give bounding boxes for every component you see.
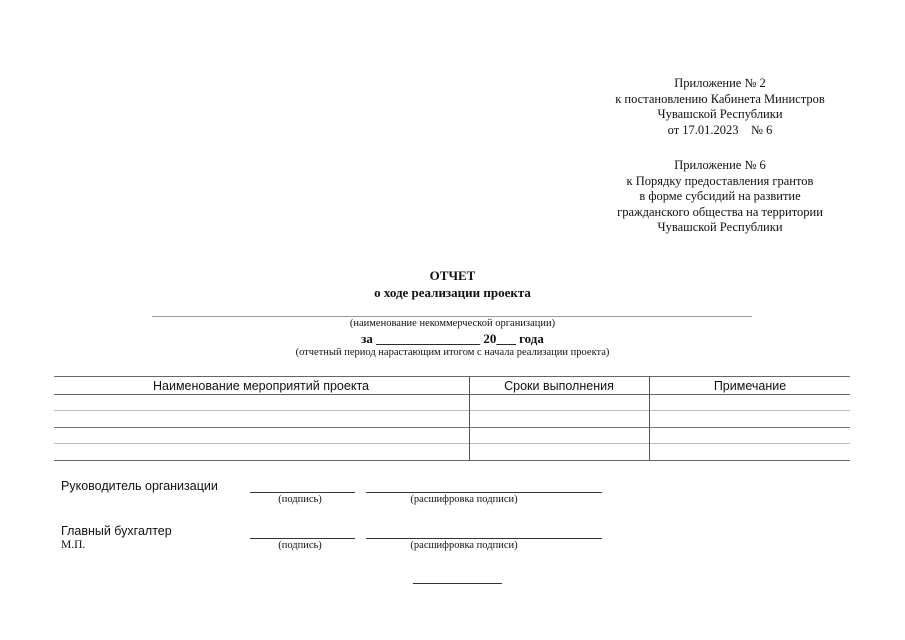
accountant-signature-caption: (подпись) [278, 540, 322, 551]
column-header-notes: Примечание [713, 379, 787, 393]
head-of-organization-label: Руководитель организации [61, 479, 218, 493]
appendix-6-line: Приложение № 6 [674, 158, 766, 172]
head-signature-decoding-line[interactable] [366, 492, 602, 493]
appendix-2-line: к постановлению Кабинета Министров [615, 91, 825, 106]
organization-caption: (наименование некоммерческой организации) [349, 318, 556, 329]
stamp-label: М.П. [61, 539, 86, 551]
table-column-divider [469, 376, 470, 461]
accountant-signature-line[interactable] [250, 538, 355, 539]
appendix-2-line: Чувашской Республики [657, 107, 783, 121]
chief-accountant-label: Главный бухгалтер [61, 524, 172, 538]
organization-name-line[interactable] [152, 316, 752, 317]
head-signature-line[interactable] [250, 492, 355, 493]
column-header-deadlines: Сроки выполнения [504, 379, 614, 393]
table-column-divider [649, 376, 650, 461]
table-header-divider [54, 394, 850, 395]
reporting-period-caption: (отчетный период нарастающим итогом с начала реализации проекта) [295, 347, 610, 358]
report-subtitle: о ходе реализации проекта [374, 285, 531, 300]
appendix-6-block [600, 158, 840, 236]
appendix-6-line: Чувашской Республики [657, 220, 783, 234]
footer-separator [413, 583, 502, 584]
appendix-6-line: в форме субсидий на развитие [639, 189, 801, 203]
table-row[interactable] [54, 427, 850, 428]
column-header-events: Наименование мероприятий проекта [153, 379, 369, 393]
head-decoding-caption: (расшифровка подписи) [410, 494, 518, 505]
accountant-signature-decoding-line[interactable] [366, 538, 602, 539]
table-row[interactable] [54, 410, 850, 411]
report-title: ОТЧЕТ [429, 268, 476, 283]
accountant-decoding-caption: (расшифровка подписи) [410, 540, 518, 551]
head-signature-caption: (подпись) [278, 494, 322, 505]
table-row[interactable] [54, 443, 850, 444]
appendix-2-line: Приложение № 2 [674, 76, 766, 90]
appendix-2-block [600, 76, 840, 138]
appendix-6-line: гражданского общества на территории [617, 204, 823, 219]
appendix-6-line: к Порядку предоставления грантов [626, 173, 814, 188]
table-bottom-border [54, 460, 850, 461]
appendix-2-line: от 17.01.2023 № 6 [667, 122, 773, 137]
table-top-border [54, 376, 850, 377]
reporting-period-line: за ________________ 20___ года [361, 331, 544, 346]
